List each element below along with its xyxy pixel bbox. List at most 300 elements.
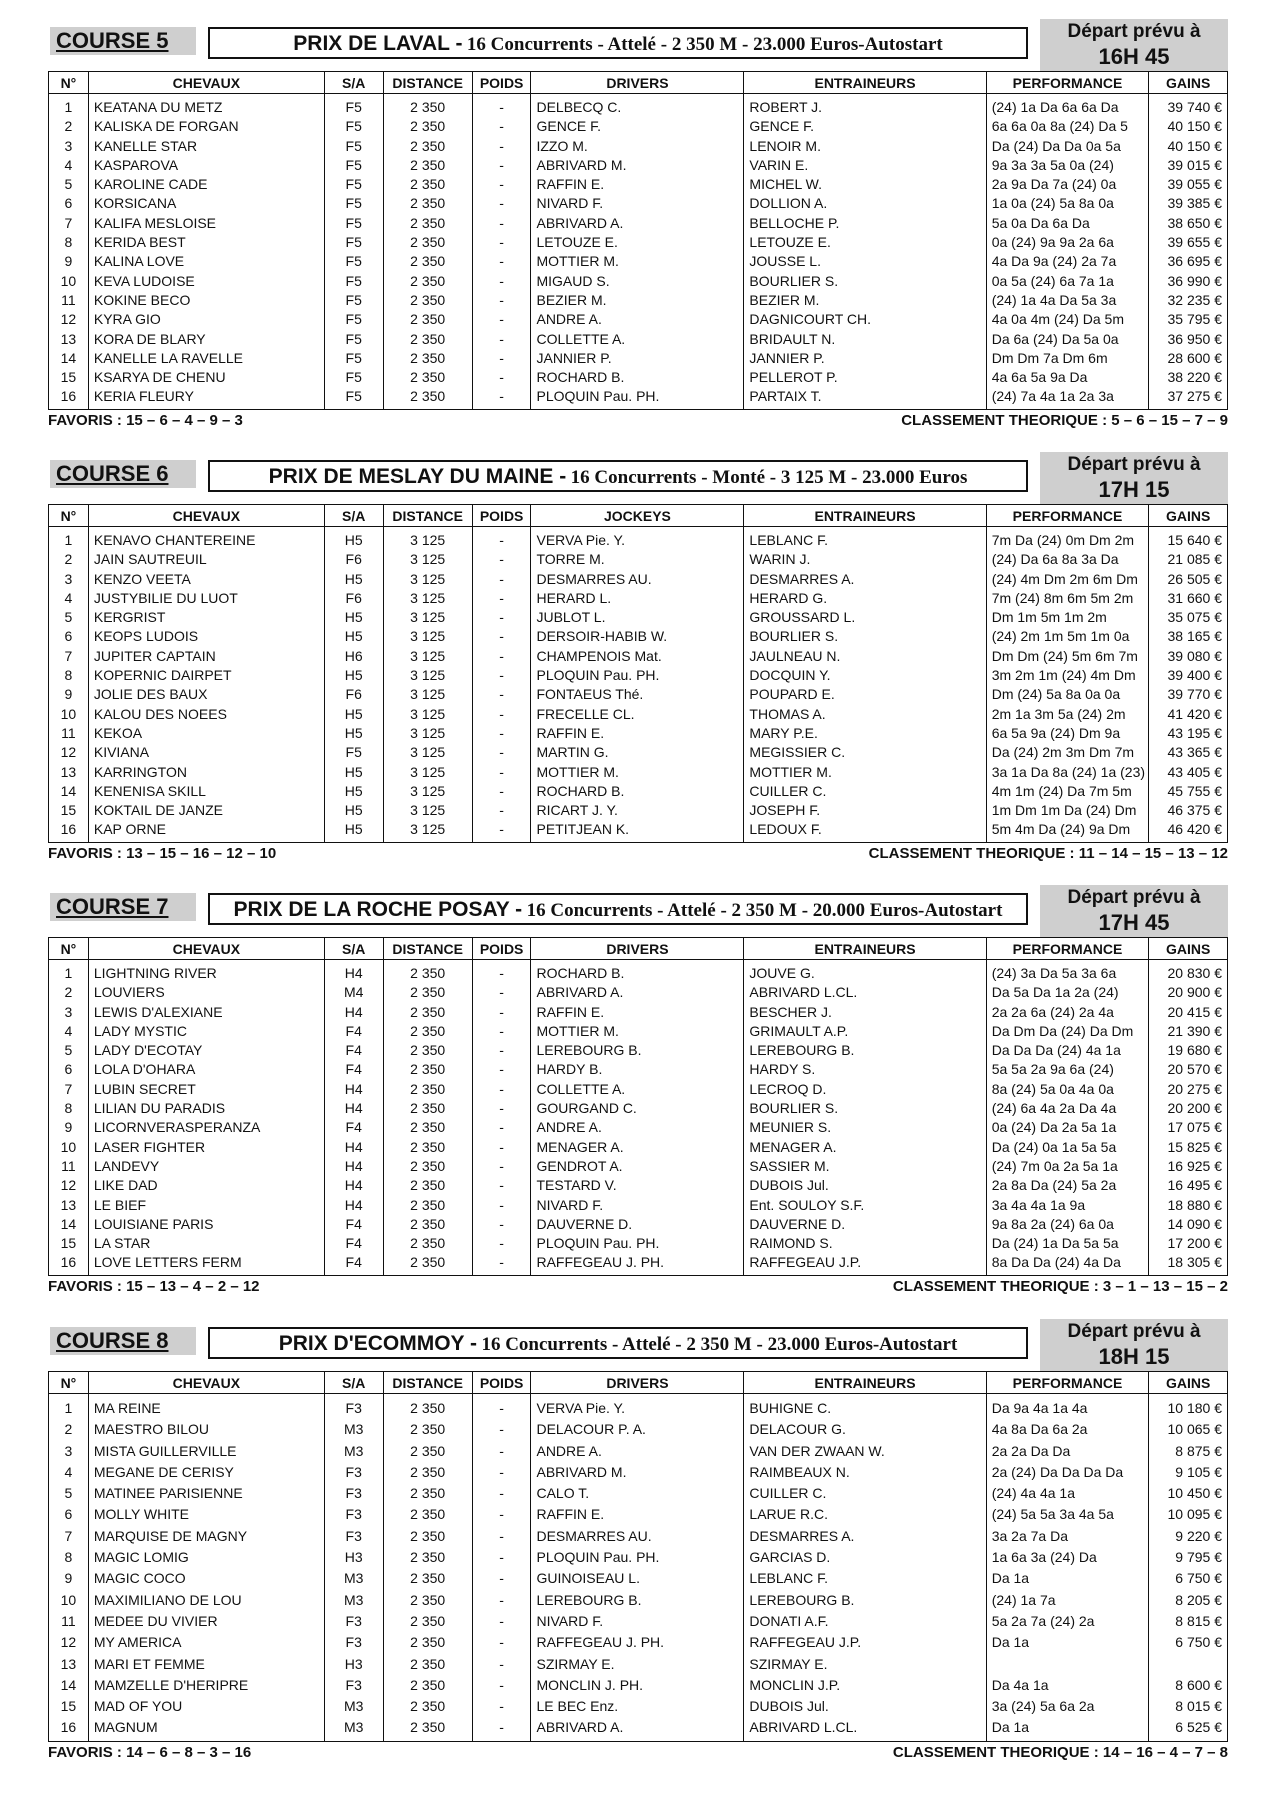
cell-distance: 2 350: [383, 1632, 472, 1653]
departure-box: [1040, 885, 1228, 937]
cell-distance: 2 350: [383, 233, 472, 252]
cell-performance: 2m 1a 3m 5a (24) 2m: [986, 705, 1149, 724]
cell-trainer: DAUVERNE D.: [744, 1215, 986, 1234]
cell-weight: -: [472, 1632, 531, 1653]
cell-horse: KERGRIST: [88, 608, 324, 627]
cell-sex-age: H5: [324, 763, 383, 782]
table-row: [49, 1611, 1228, 1632]
cell-weight: -: [472, 1022, 531, 1041]
cell-distance: 2 350: [383, 1526, 472, 1547]
table-row: [49, 724, 1228, 743]
cell-weight: -: [472, 272, 531, 291]
cell-sex-age: F5: [324, 310, 383, 329]
cell-distance: 3 125: [383, 743, 472, 762]
cell-sex-age: H4: [324, 1176, 383, 1195]
cell-rider: ANDRE A.: [531, 1118, 744, 1137]
cell-distance: 3 125: [383, 666, 472, 685]
cell-trainer: MEGISSIER C.: [744, 743, 986, 762]
cell-weight: -: [472, 589, 531, 608]
cell-performance: Da 1a: [986, 1568, 1149, 1589]
cell-performance: 9a 3a 3a 5a 0a (24): [986, 156, 1149, 175]
cell-distance: 3 125: [383, 685, 472, 704]
cell-gains: 40 150 €: [1149, 117, 1228, 136]
cell-gains: 10 450 €: [1149, 1483, 1228, 1504]
cell-number: 4: [49, 1022, 89, 1041]
cell-gains: 39 055 €: [1149, 175, 1228, 194]
cell-horse: MOLLY WHITE: [88, 1504, 324, 1525]
cell-weight: -: [472, 137, 531, 156]
cell-sex-age: F5: [324, 194, 383, 213]
cell-number: 6: [49, 1060, 89, 1079]
cell-rider: MOTTIER M.: [531, 1022, 744, 1041]
cell-horse: MAGIC COCO: [88, 1568, 324, 1589]
cell-trainer: RAFFEGEAU J.P.: [744, 1253, 986, 1275]
cell-rider: LE BEC Enz.: [531, 1696, 744, 1717]
cell-distance: 2 350: [383, 117, 472, 136]
cell-rider: DESMARRES AU.: [531, 1526, 744, 1547]
cell-gains: 18 305 €: [1149, 1253, 1228, 1275]
table-row: [49, 1215, 1228, 1234]
cell-sex-age: H3: [324, 1654, 383, 1675]
cell-performance: Dm Dm (24) 5m 6m 7m: [986, 647, 1149, 666]
cell-gains: 15 640 €: [1149, 527, 1228, 551]
table-row: [49, 666, 1228, 685]
cell-sex-age: F3: [324, 1632, 383, 1653]
cell-weight: -: [472, 763, 531, 782]
cell-gains: 18 880 €: [1149, 1196, 1228, 1215]
cell-horse: KANELLE LA RAVELLE: [88, 349, 324, 368]
cell-performance: 4a 8a Da 6a 2a: [986, 1419, 1149, 1440]
cell-gains: 36 950 €: [1149, 330, 1228, 349]
cell-weight: -: [472, 1483, 531, 1504]
table-row: [49, 1253, 1228, 1275]
cell-distance: 3 125: [383, 608, 472, 627]
cell-gains: 43 405 €: [1149, 763, 1228, 782]
cell-horse: LA STAR: [88, 1234, 324, 1253]
runners-table: [48, 937, 1228, 1276]
cell-number: 5: [49, 1483, 89, 1504]
cell-distance: 2 350: [383, 1099, 472, 1118]
cell-number: 5: [49, 175, 89, 194]
cell-gains: 36 990 €: [1149, 272, 1228, 291]
cell-sex-age: M3: [324, 1717, 383, 1741]
race-name: PRIX D'ECOMMOY -: [278, 1332, 477, 1355]
cell-rider: DERSOIR-HABIB W.: [531, 627, 744, 646]
cell-weight: -: [472, 156, 531, 175]
cell-weight: -: [472, 368, 531, 387]
cell-horse: JUPITER CAPTAIN: [88, 647, 324, 666]
cell-weight: -: [472, 1611, 531, 1632]
table-row: [49, 1176, 1228, 1195]
cell-sex-age: F5: [324, 272, 383, 291]
cell-trainer: ROBERT J.: [744, 94, 986, 118]
cell-rider: ABRIVARD A.: [531, 214, 744, 233]
runners-table: [48, 1371, 1228, 1742]
cell-horse: KIVIANA: [88, 743, 324, 762]
cell-distance: 2 350: [383, 1611, 472, 1632]
cell-trainer: VARIN E.: [744, 156, 986, 175]
ranking-values: 11 – 14 – 15 – 13 – 12: [1078, 844, 1228, 862]
column-header-gains: GAINS: [1149, 505, 1228, 527]
table-row: [49, 1717, 1228, 1741]
course-number: COURSE 6: [50, 460, 196, 488]
cell-horse: MEGANE DE CERISY: [88, 1462, 324, 1483]
cell-weight: -: [472, 117, 531, 136]
cell-trainer: LEREBOURG B.: [744, 1041, 986, 1060]
table-row: [49, 310, 1228, 329]
cell-weight: -: [472, 214, 531, 233]
cell-gains: 21 390 €: [1149, 1022, 1228, 1041]
cell-gains: 28 600 €: [1149, 349, 1228, 368]
cell-sex-age: F5: [324, 94, 383, 118]
runners-table: [48, 71, 1228, 410]
column-header-trainers: ENTRAINEURS: [744, 72, 986, 94]
column-header-distance: DISTANCE: [383, 72, 472, 94]
table-row: [49, 1654, 1228, 1675]
cell-gains: 14 090 €: [1149, 1215, 1228, 1234]
cell-trainer: BELLOCHE P.: [744, 214, 986, 233]
cell-gains: 43 195 €: [1149, 724, 1228, 743]
cell-horse: LASER FIGHTER: [88, 1138, 324, 1157]
cell-gains: 8 205 €: [1149, 1590, 1228, 1611]
cell-number: 12: [49, 310, 89, 329]
cell-horse: KOKTAIL DE JANZE: [88, 801, 324, 820]
cell-trainer: CUILLER C.: [744, 782, 986, 801]
cell-performance: 5m 4m Da (24) 9a Dm: [986, 820, 1149, 842]
cell-weight: -: [472, 743, 531, 762]
cell-horse: KENAVO CHANTEREINE: [88, 527, 324, 551]
table-row: [49, 1462, 1228, 1483]
cell-trainer: JOSEPH F.: [744, 801, 986, 820]
cell-distance: 3 125: [383, 763, 472, 782]
table-row: [49, 550, 1228, 569]
cell-horse: MA REINE: [88, 1394, 324, 1420]
cell-rider: LEREBOURG B.: [531, 1041, 744, 1060]
cell-weight: -: [472, 647, 531, 666]
cell-distance: 3 125: [383, 782, 472, 801]
cell-horse: MAESTRO BILOU: [88, 1419, 324, 1440]
table-row: [49, 1547, 1228, 1568]
cell-weight: -: [472, 1060, 531, 1079]
cell-horse: LOUISIANE PARIS: [88, 1215, 324, 1234]
cell-performance: 7m (24) 8m 6m 5m 2m: [986, 589, 1149, 608]
race-footer: [48, 1742, 1228, 1764]
cell-trainer: DESMARRES A.: [744, 1526, 986, 1547]
cell-trainer: LEBLANC F.: [744, 527, 986, 551]
cell-performance: 2a 9a Da 7a (24) 0a: [986, 175, 1149, 194]
cell-weight: -: [472, 291, 531, 310]
cell-number: 15: [49, 368, 89, 387]
cell-gains: 35 075 €: [1149, 608, 1228, 627]
theoretical-ranking: [893, 1276, 1228, 1298]
cell-rider: MOTTIER M.: [531, 763, 744, 782]
table-row: [49, 156, 1228, 175]
cell-sex-age: F5: [324, 214, 383, 233]
table-row: [49, 1022, 1228, 1041]
ranking-values: 5 – 6 – 15 – 7 – 9: [1111, 411, 1228, 429]
cell-gains: 17 075 €: [1149, 1118, 1228, 1137]
table-row: [49, 1441, 1228, 1462]
table-row: [49, 387, 1228, 409]
cell-rider: LETOUZE E.: [531, 233, 744, 252]
cell-trainer: MEUNIER S.: [744, 1118, 986, 1137]
cell-number: 2: [49, 983, 89, 1002]
cell-distance: 2 350: [383, 272, 472, 291]
cell-sex-age: F6: [324, 550, 383, 569]
cell-sex-age: F5: [324, 387, 383, 409]
cell-sex-age: F5: [324, 137, 383, 156]
table-row: [49, 1138, 1228, 1157]
cell-trainer: LEREBOURG B.: [744, 1590, 986, 1611]
cell-gains: 20 200 €: [1149, 1099, 1228, 1118]
cell-sex-age: F4: [324, 1060, 383, 1079]
cell-trainer: BEZIER M.: [744, 291, 986, 310]
column-header-performance: PERFORMANCE: [986, 1372, 1149, 1394]
cell-sex-age: H4: [324, 1080, 383, 1099]
table-row: [49, 1696, 1228, 1717]
column-header-num: N°: [49, 505, 89, 527]
column-header-num: N°: [49, 72, 89, 94]
column-header-sa: S/A: [324, 1372, 383, 1394]
cell-sex-age: H4: [324, 1003, 383, 1022]
table-row: [49, 214, 1228, 233]
cell-weight: -: [472, 194, 531, 213]
cell-trainer: VAN DER ZWAAN W.: [744, 1441, 986, 1462]
cell-weight: -: [472, 1041, 531, 1060]
cell-performance: (24) 1a Da 6a 6a Da: [986, 94, 1149, 118]
cell-trainer: POUPARD E.: [744, 685, 986, 704]
table-row: [49, 1196, 1228, 1215]
cell-trainer: MICHEL W.: [744, 175, 986, 194]
cell-trainer: CUILLER C.: [744, 1483, 986, 1504]
cell-trainer: Ent. SOULOY S.F.: [744, 1196, 986, 1215]
cell-weight: -: [472, 527, 531, 551]
table-header-row: [49, 1372, 1228, 1394]
cell-trainer: SZIRMAY E.: [744, 1654, 986, 1675]
cell-performance: Da (24) 0a 1a 5a 5a: [986, 1138, 1149, 1157]
cell-rider: FONTAEUS Thé.: [531, 685, 744, 704]
column-header-trainers: ENTRAINEURS: [744, 1372, 986, 1394]
cell-gains: 40 150 €: [1149, 137, 1228, 156]
departure-label: Départ prévu à: [1067, 454, 1201, 475]
cell-number: 5: [49, 608, 89, 627]
cell-number: 1: [49, 960, 89, 984]
cell-distance: 2 350: [383, 1118, 472, 1137]
cell-rider: CALO T.: [531, 1483, 744, 1504]
cell-sex-age: F5: [324, 156, 383, 175]
column-header-horses: CHEVAUX: [88, 72, 324, 94]
cell-trainer: GRIMAULT A.P.: [744, 1022, 986, 1041]
cell-horse: KEOPS LUDOIS: [88, 627, 324, 646]
cell-trainer: DONATI A.F.: [744, 1611, 986, 1632]
cell-number: 12: [49, 1632, 89, 1653]
cell-gains: 16 495 €: [1149, 1176, 1228, 1195]
cell-gains: 6 525 €: [1149, 1717, 1228, 1741]
cell-weight: -: [472, 1394, 531, 1420]
cell-distance: 2 350: [383, 194, 472, 213]
cell-gains: 45 755 €: [1149, 782, 1228, 801]
cell-trainer: LARUE R.C.: [744, 1504, 986, 1525]
cell-number: 16: [49, 820, 89, 842]
cell-horse: KALOU DES NOEES: [88, 705, 324, 724]
ranking-label: CLASSEMENT THEORIQUE :: [892, 1277, 1099, 1295]
cell-gains: 39 400 €: [1149, 666, 1228, 685]
cell-gains: 38 220 €: [1149, 368, 1228, 387]
cell-sex-age: H5: [324, 570, 383, 589]
table-row: [49, 1568, 1228, 1589]
cell-sex-age: F3: [324, 1504, 383, 1525]
cell-horse: MEDEE DU VIVIER: [88, 1611, 324, 1632]
cell-trainer: BRIDAULT N.: [744, 330, 986, 349]
cell-sex-age: H5: [324, 801, 383, 820]
table-row: [49, 1632, 1228, 1653]
cell-performance: 4a 6a 5a 9a Da: [986, 368, 1149, 387]
cell-rider: MONCLIN J. PH.: [531, 1675, 744, 1696]
cell-performance: Da 9a 4a 1a 4a: [986, 1394, 1149, 1420]
cell-distance: 2 350: [383, 1696, 472, 1717]
favorites-label: FAVORIS :: [48, 1277, 122, 1295]
cell-horse: KSARYA DE CHENU: [88, 368, 324, 387]
cell-rider: MOTTIER M.: [531, 252, 744, 271]
departure-box: [1040, 19, 1228, 71]
cell-performance: (24) 7a 4a 1a 2a 3a: [986, 387, 1149, 409]
table-row: [49, 1060, 1228, 1079]
cell-horse: KARRINGTON: [88, 763, 324, 782]
cell-sex-age: H4: [324, 1196, 383, 1215]
cell-rider: GOURGAND C.: [531, 1099, 744, 1118]
race-title: [208, 460, 1028, 492]
cell-performance: Da Da Da (24) 4a 1a: [986, 1041, 1149, 1060]
cell-weight: -: [472, 1590, 531, 1611]
cell-number: 6: [49, 627, 89, 646]
cell-rider: GUINOISEAU L.: [531, 1568, 744, 1589]
cell-trainer: ABRIVARD L.CL.: [744, 983, 986, 1002]
cell-trainer: GENCE F.: [744, 117, 986, 136]
race-section: [48, 455, 1228, 865]
table-row: [49, 1526, 1228, 1547]
table-row: [49, 349, 1228, 368]
table-row: [49, 627, 1228, 646]
course-number: COURSE 8: [50, 1327, 196, 1355]
cell-distance: 2 350: [383, 1462, 472, 1483]
table-header-row: [49, 72, 1228, 94]
cell-weight: -: [472, 1215, 531, 1234]
cell-number: 14: [49, 782, 89, 801]
column-header-distance: DISTANCE: [383, 938, 472, 960]
cell-trainer: LETOUZE E.: [744, 233, 986, 252]
cell-performance: (24) 4a 4a 1a: [986, 1483, 1149, 1504]
cell-performance: Da 1a: [986, 1717, 1149, 1741]
column-header-weight: POIDS: [472, 72, 531, 94]
ranking-label: CLASSEMENT THEORIQUE :: [901, 411, 1108, 429]
cell-number: 9: [49, 1568, 89, 1589]
cell-distance: 2 350: [383, 1022, 472, 1041]
cell-number: 15: [49, 1234, 89, 1253]
cell-performance: Dm 1m 5m 1m 2m: [986, 608, 1149, 627]
cell-trainer: LEBLANC F.: [744, 1568, 986, 1589]
table-row: [49, 589, 1228, 608]
cell-rider: MIGAUD S.: [531, 272, 744, 291]
race-name: PRIX DE MESLAY DU MAINE -: [268, 465, 567, 488]
cell-sex-age: F5: [324, 349, 383, 368]
cell-trainer: LEDOUX F.: [744, 820, 986, 842]
departure-time: 18H 15: [1098, 1344, 1170, 1369]
cell-weight: -: [472, 1138, 531, 1157]
cell-sex-age: F3: [324, 1394, 383, 1420]
cell-rider: GENDROT A.: [531, 1157, 744, 1176]
departure-box: [1040, 1319, 1228, 1371]
favorites-values: 15 – 6 – 4 – 9 – 3: [126, 411, 243, 429]
cell-trainer: GARCIAS D.: [744, 1547, 986, 1568]
cell-number: 4: [49, 589, 89, 608]
table-row: [49, 782, 1228, 801]
cell-number: 12: [49, 1176, 89, 1195]
cell-performance: 5a 0a Da 6a Da: [986, 214, 1149, 233]
cell-sex-age: H5: [324, 782, 383, 801]
cell-trainer: DESMARRES A.: [744, 570, 986, 589]
cell-weight: -: [472, 1654, 531, 1675]
cell-gains: 39 015 €: [1149, 156, 1228, 175]
ranking-values: 14 – 16 – 4 – 7 – 8: [1102, 1743, 1228, 1761]
cell-horse: MISTA GUILLERVILLE: [88, 1441, 324, 1462]
cell-rider: PLOQUIN Pau. PH.: [531, 1547, 744, 1568]
cell-number: 11: [49, 1157, 89, 1176]
favorites: [48, 1742, 251, 1764]
departure-time: 17H 45: [1098, 910, 1170, 935]
cell-performance: (24) 1a 4a Da 5a 3a: [986, 291, 1149, 310]
cell-sex-age: F5: [324, 117, 383, 136]
cell-number: 9: [49, 1118, 89, 1137]
column-header-num: N°: [49, 938, 89, 960]
cell-number: 10: [49, 1590, 89, 1611]
cell-performance: Da 4a 1a: [986, 1675, 1149, 1696]
cell-rider: DESMARRES AU.: [531, 570, 744, 589]
table-header-row: [49, 505, 1228, 527]
cell-performance: 2a (24) Da Da Da Da: [986, 1462, 1149, 1483]
cell-horse: KERIDA BEST: [88, 233, 324, 252]
cell-number: 14: [49, 1675, 89, 1696]
favorites: [48, 843, 276, 865]
cell-horse: MAMZELLE D'HERIPRE: [88, 1675, 324, 1696]
cell-horse: KALIFA MESLOISE: [88, 214, 324, 233]
cell-horse: LOLA D'OHARA: [88, 1060, 324, 1079]
cell-number: 10: [49, 705, 89, 724]
cell-horse: MAD OF YOU: [88, 1696, 324, 1717]
column-header-horses: CHEVAUX: [88, 1372, 324, 1394]
cell-rider: RAFFEGEAU J. PH.: [531, 1632, 744, 1653]
table-row: [49, 272, 1228, 291]
cell-weight: -: [472, 1080, 531, 1099]
cell-gains: 39 655 €: [1149, 233, 1228, 252]
cell-performance: Da (24) 2m 3m Dm 7m: [986, 743, 1149, 762]
cell-sex-age: F3: [324, 1483, 383, 1504]
cell-distance: 2 350: [383, 252, 472, 271]
cell-gains: 20 900 €: [1149, 983, 1228, 1002]
cell-sex-age: F5: [324, 291, 383, 310]
race-header: [48, 888, 1228, 937]
cell-number: 1: [49, 1394, 89, 1420]
cell-weight: -: [472, 1099, 531, 1118]
departure-label: Départ prévu à: [1067, 21, 1201, 42]
cell-sex-age: H5: [324, 666, 383, 685]
cell-number: 5: [49, 1041, 89, 1060]
cell-performance: 6a 6a 0a 8a (24) Da 5: [986, 117, 1149, 136]
table-row: [49, 685, 1228, 704]
cell-performance: 3m 2m 1m (24) 4m Dm: [986, 666, 1149, 685]
cell-gains: 9 795 €: [1149, 1547, 1228, 1568]
cell-rider: RAFFEGEAU J. PH.: [531, 1253, 744, 1275]
cell-horse: KASPAROVA: [88, 156, 324, 175]
